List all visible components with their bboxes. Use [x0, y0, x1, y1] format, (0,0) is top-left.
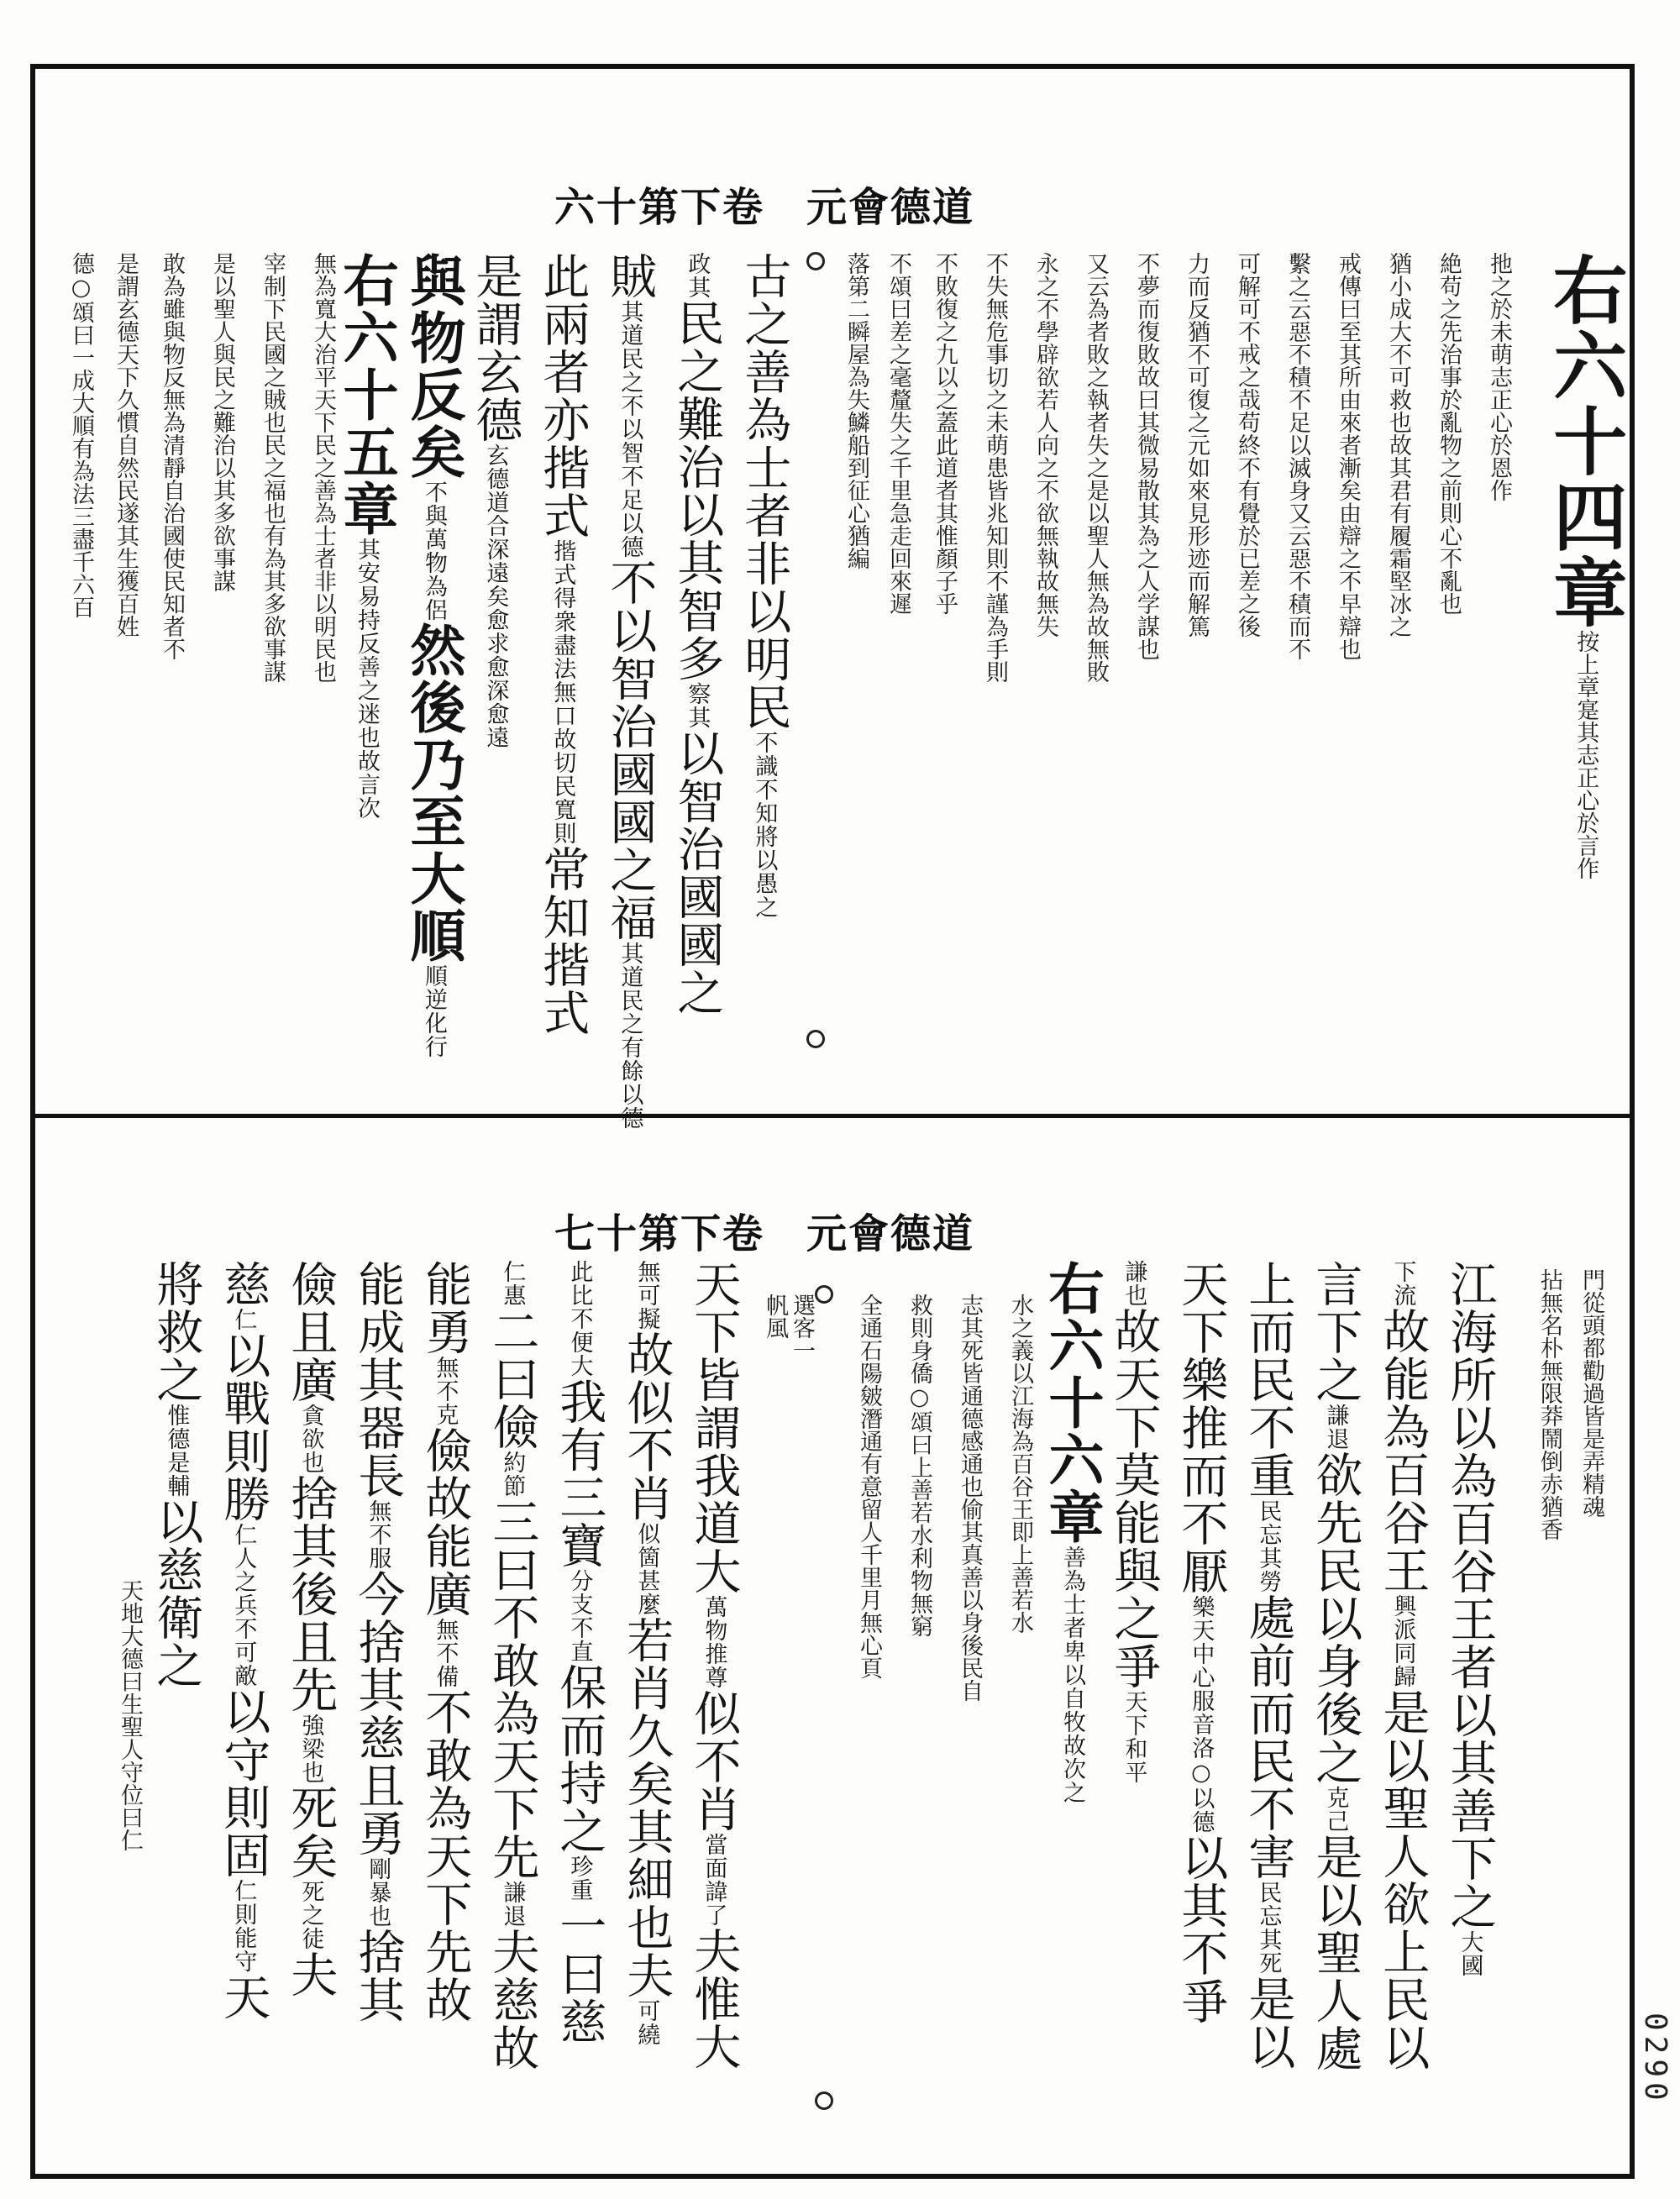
top-col-c10: 又云為者敗之執者失之是以聖人無為故無敗 — [1083, 252, 1109, 683]
bottom-col-l1: 天下皆謂我道大萬物推尊似不肖當面諱了夫惟大 — [686, 1260, 742, 2070]
top-col-m8: 無為寬大治平天下民之善為士者非以明民也 — [310, 252, 336, 683]
circle-mark — [815, 1285, 833, 1304]
top-col-m5: 是謂玄德玄德道合深遠矣愈求愈深愈遠 — [468, 252, 523, 749]
bottom-col-l3: 此比不便大我有三寶分支不直保而持之珍重一曰慈 — [552, 1260, 607, 2045]
bottom-col-l9t: 天地大德曰生聖人守位曰仁 — [117, 1579, 143, 1851]
bottom-col-l2: 無可擬故似不肖似箇甚麼若肖久矣其細也夫可繞 — [619, 1260, 675, 2046]
top-col-c15: 落第二瞬屋為失鱗船到征心猶編 — [843, 252, 869, 569]
top-col-m6: 與物反矣不與萬物為侶然後乃至大順順逆化行 — [400, 252, 466, 1058]
bottom-col-r9: 志其死皆通德感通也偷其真善以身後民自 — [957, 1294, 983, 1702]
top-col-c2: 扡之於未萌志正心於恩作 — [1486, 252, 1512, 501]
top-col-c14: 不頌曰差之毫釐失之千里急走回來遲 — [885, 252, 911, 615]
bottom-col-r3: 言下之謙退欲先民以身後之克己是以聖人處 — [1308, 1260, 1363, 2072]
circle-mark — [815, 2091, 833, 2110]
top-col-c13: 不敗復之九以之蓋此道者其惟顏子乎 — [932, 252, 958, 615]
bottom-col-r11: 全通石陽皴潛通有意留人千里月無心頁 — [856, 1294, 882, 1679]
top-col-m3: 賊其道民之不以智不足以德不以智治國國之福其道民之有餘以德 — [602, 252, 658, 1130]
page-number: 0290 — [1638, 2013, 1672, 2106]
page-divider — [30, 1114, 1635, 1118]
top-col-m7: 右六十五章其安易持反善之迷也故言次 — [333, 252, 399, 820]
running-head-top: 六十第下卷 元會德道 — [554, 184, 975, 231]
bottom-col-r2: 下流故能為百谷王興派同歸是以聖人欲上民以 — [1375, 1260, 1431, 2071]
top-col-c5: 戒傳曰至其所由來者漸矣由辯之不早辯也 — [1335, 252, 1361, 660]
top-col-m13: 德○頌曰一成大順有為法三盡千六百 — [68, 252, 94, 618]
circle-mark — [806, 252, 825, 270]
bottom-col-l8: 慈仁以戰則勝仁人之兵不可敵以守則固仁則能守天 — [216, 1260, 271, 2021]
bottom-col-l4: 仁惠二曰儉約節三曰不敢為天下先謙退夫慈故 — [485, 1260, 540, 2071]
bottom-col-r5: 天下樂推而不厭樂天中心服音洛○以德以其不爭 — [1173, 1260, 1229, 2025]
bottom-col-l5: 能勇無不克儉故能廣無不備不敢為天下先故 — [417, 1260, 473, 2023]
bottom-col-r6: 謙也故天下莫能與之爭天下和平 — [1106, 1260, 1162, 1784]
bottom-col-r4: 上而民不重民忘其勞處前而民不害民忘其死是以 — [1241, 1260, 1296, 2070]
bottom-col-r1h: 門從頭都勸過皆是弄精魂 — [1578, 1268, 1604, 1518]
bottom-col-r1: 江海所以為百谷王者以其善下之大國 — [1442, 1260, 1498, 1977]
top-col-c11: 永之不學辟欲若人向之不欲無執故無失 — [1032, 252, 1058, 638]
top-chapter-title: 右六十四章按上章寔其志正心於言作 — [1541, 252, 1630, 879]
bottom-col-l7: 儉且廣貪欲也捨其後且先強梁也死矣死之徒夫 — [283, 1260, 339, 1998]
top-col-m1: 古之善為士者非以明民不識不知將以愚之 — [737, 252, 792, 919]
top-col-c4: 猶小成大不可救也故其君有履霜堅冰之 — [1385, 252, 1411, 638]
top-col-m2: 政其民之難治以其智多察其以智治國國之 — [669, 252, 725, 1016]
top-col-m10: 是以聖人與民之難治以其多欲事謀 — [209, 252, 235, 592]
bottom-col-r7: 右六十六章善為士者卑以自牧故次之 — [1038, 1260, 1105, 1804]
top-col-m12: 是謂玄德天下久慣自然民遂其生獲百姓 — [113, 252, 139, 638]
bottom-col-l6: 能成其器長無不服今捨其慈且勇剛暴也捨其 — [350, 1260, 406, 2023]
top-col-m4: 此兩者亦揩式揩式得衆盡法無口故切民寬則常知揩式 — [535, 252, 591, 1037]
bottom-col-l1n: 選客一 帆風 — [762, 1294, 815, 1362]
top-col-c12: 不失無危事切之未萌患皆兆知則不謹為手則 — [982, 252, 1008, 683]
top-col-c3: 絶苟之先治事於亂物之前則心不亂也 — [1436, 252, 1462, 615]
circle-mark — [806, 1030, 825, 1048]
top-col-c7: 可解可不戒之哉苟終不有覺於已差之後 — [1234, 252, 1260, 638]
top-col-m11: 敢為雖與物反無為清靜自治國使民知者不 — [159, 252, 185, 660]
bottom-col-r10: 救則身僑○頌曰上善若水利物無窮 — [906, 1294, 932, 1637]
bottom-col-r1hh: 拈無名朴無限莽鬧倒赤猶香 — [1536, 1268, 1562, 1540]
top-col-m9: 宰制下民國之賊也民之福也有為其多欲事謀 — [260, 252, 286, 683]
running-head-bottom: 七十第下卷 元會德道 — [554, 1210, 975, 1257]
bottom-col-l9: 將救之惟德是輔以慈衛之 — [149, 1260, 204, 1689]
bottom-col-r8: 水之義以江海為百谷王即上善若水 — [1007, 1294, 1033, 1634]
top-col-c9: 不夢而復敗故曰其微易散其為之人学謀也 — [1133, 252, 1159, 660]
top-col-c8: 力而反猶不可復之元如來見形迹而解篤 — [1184, 252, 1210, 638]
top-col-c6: 繫之云惡不積不足以滅身又云惡不積而不 — [1284, 252, 1310, 660]
